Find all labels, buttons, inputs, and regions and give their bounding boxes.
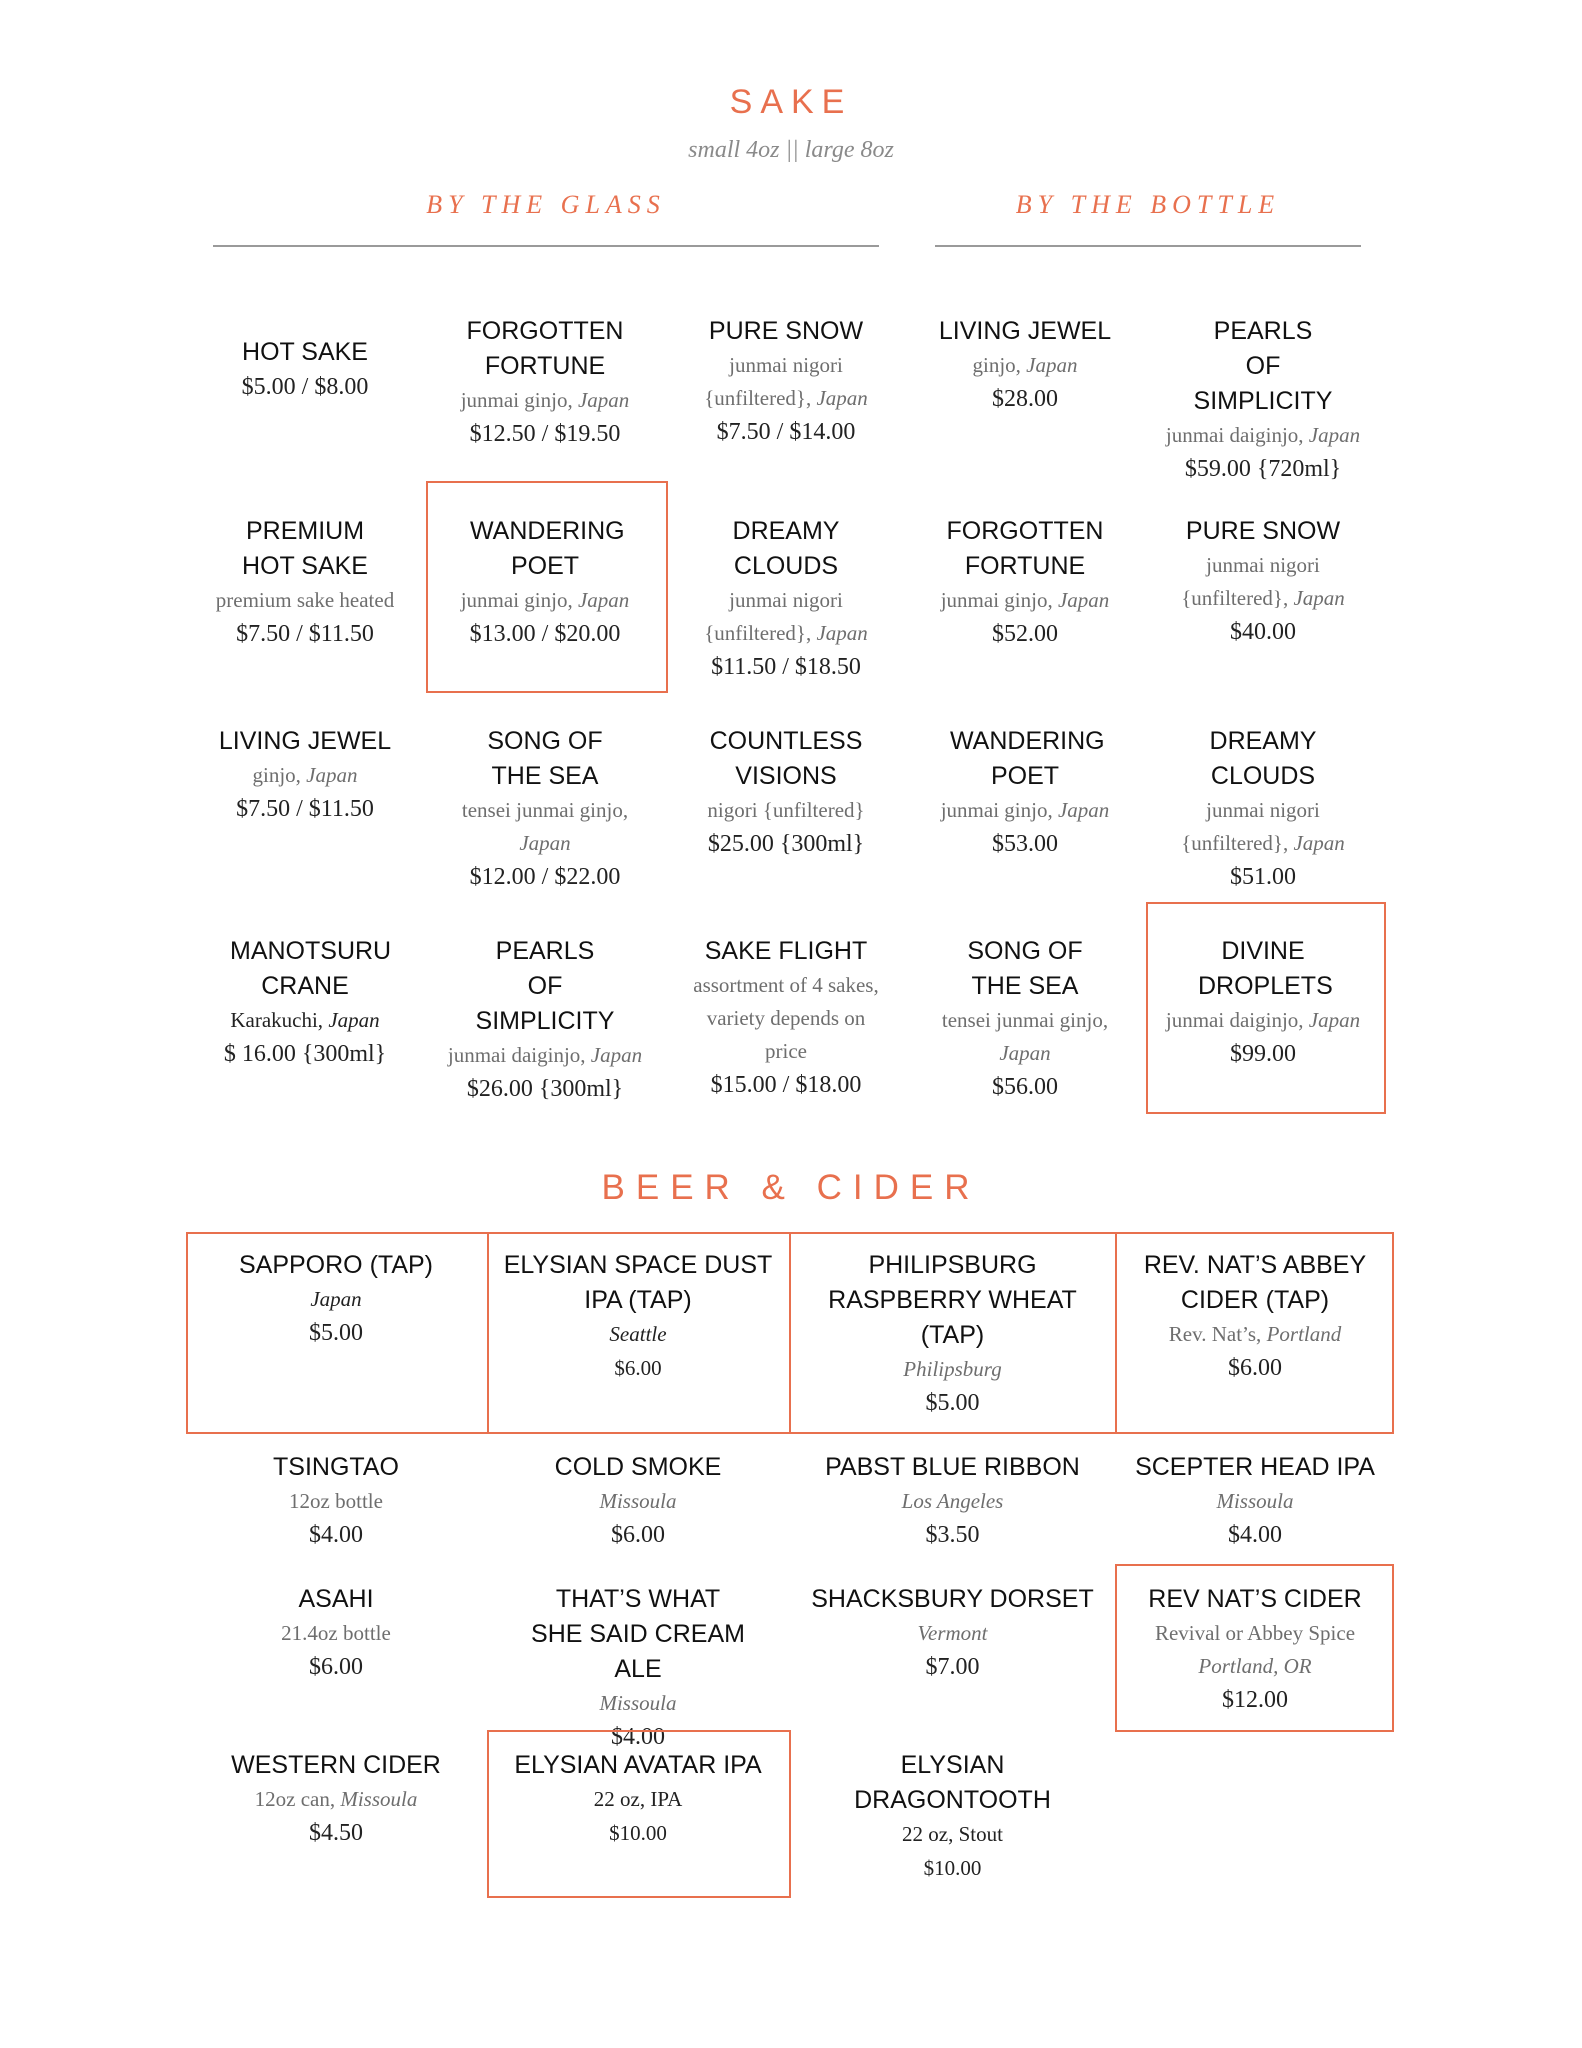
- item-name: PURE SNOW: [708, 317, 864, 345]
- item-desc: junmai ginjo, Japan: [460, 588, 630, 612]
- item-name: SONG OF THE SEA: [487, 727, 603, 790]
- item-desc: 21.4oz bottle: [281, 1621, 391, 1645]
- tap-box: [487, 1232, 791, 1434]
- beer-item: [186, 1436, 486, 1553]
- sake-item: [430, 710, 660, 895]
- item-desc: Los Angeles: [901, 1489, 1004, 1513]
- sake-title: SAKE: [729, 83, 853, 121]
- item-name: THAT’S WHAT SHE SAID CREAM ALE: [531, 1585, 745, 1683]
- item-name: FORGOTTEN FORTUNE: [946, 517, 1104, 580]
- item-desc: assortment of 4 sakes, variety depends on price: [693, 973, 879, 1063]
- item-price: $4.50: [309, 1820, 363, 1846]
- beer-item: [186, 1568, 486, 1685]
- item-price: $12.00 / $22.00: [469, 864, 621, 890]
- item-price: $7.00: [925, 1654, 980, 1680]
- item-desc: ginjo, Japan: [972, 353, 1078, 377]
- item-name: TSINGTAO: [273, 1453, 399, 1481]
- item-name: COLD SMOKE: [554, 1453, 722, 1481]
- item-price: $59.00 {720ml}: [1184, 456, 1342, 482]
- by-the-bottle-heading: BY THE BOTTLE: [1015, 190, 1281, 219]
- sake-item: [676, 920, 896, 1103]
- item-name: PABST BLUE RIBBON: [825, 1453, 1080, 1481]
- item-name: SONG OF THE SEA: [967, 937, 1083, 1000]
- beer-item: [488, 1436, 788, 1553]
- item-desc: ginjo, Japan: [252, 763, 358, 787]
- item-desc: nigori {unfiltered}: [707, 798, 865, 822]
- item-price: $7.50 / $14.00: [716, 419, 856, 445]
- item-price: $51.00: [1230, 864, 1296, 890]
- item-desc: junmai ginjo, Japan: [940, 588, 1110, 612]
- item-name: PURE SNOW: [1185, 517, 1341, 545]
- item-desc: junmai daiginjo, Japan: [447, 1043, 643, 1067]
- highlight-box: [1146, 902, 1386, 1114]
- item-price: $99.00: [1230, 1041, 1296, 1067]
- item-desc: junmai nigori {unfiltered}, Japan: [704, 588, 868, 645]
- sake-item: [920, 300, 1130, 417]
- item-name: PEARLS OF SIMPLICITY: [475, 937, 615, 1035]
- item-name: PEARLS OF SIMPLICITY: [1193, 317, 1333, 415]
- item-price: $5.00 / $8.00: [241, 374, 369, 400]
- item-desc: 22 oz, IPA: [593, 1787, 683, 1811]
- tap-box: [1115, 1232, 1394, 1434]
- beer-item: [488, 1568, 788, 1755]
- item-name: WANDERING POET: [470, 517, 625, 580]
- sake-item: [676, 300, 896, 450]
- item-price: $56.00: [992, 1074, 1058, 1100]
- item-desc: Missoula: [599, 1489, 677, 1513]
- highlight-box: [1115, 1564, 1394, 1732]
- item-desc: Vermont: [917, 1621, 988, 1645]
- item-name: SCEPTER HEAD IPA: [1135, 1453, 1375, 1481]
- beer-item: [1117, 1436, 1393, 1553]
- sake-item: [920, 500, 1130, 652]
- item-price: $6.00: [611, 1522, 665, 1548]
- item-name: LIVING JEWEL: [218, 727, 392, 755]
- beer-item: [790, 1568, 1115, 1685]
- item-desc: Japan: [310, 1287, 362, 1311]
- item-name: SAKE FLIGHT: [704, 937, 868, 965]
- item-price: $5.00: [925, 1390, 980, 1416]
- item-name: WANDERING POET: [950, 727, 1105, 790]
- item-price: $4.00: [1228, 1522, 1282, 1548]
- item-name: WESTERN CIDER: [231, 1751, 441, 1779]
- item-desc: junmai nigori {unfiltered}, Japan: [704, 353, 868, 410]
- item-price: $53.00: [992, 831, 1058, 857]
- sake-item: [1148, 500, 1378, 650]
- item-price: $5.00: [309, 1320, 363, 1346]
- tap-box: [186, 1232, 489, 1434]
- item-price: $3.50: [925, 1522, 980, 1548]
- item-desc: Karakuchi, Japan: [230, 1008, 380, 1032]
- item-desc: Seattle: [609, 1322, 667, 1346]
- item-desc: Missoula: [1216, 1489, 1294, 1513]
- item-desc: Rev. Nat’s, Portland: [1168, 1322, 1342, 1346]
- sake-item: [200, 920, 410, 1072]
- item-name: FORGOTTEN FORTUNE: [466, 317, 624, 380]
- item-name: LIVING JEWEL: [938, 317, 1112, 345]
- item-name: SHACKSBURY DORSET: [811, 1585, 1094, 1613]
- glass-divider: [213, 245, 879, 247]
- item-price: $26.00 {300ml}: [466, 1076, 624, 1102]
- sake-item: [430, 920, 660, 1107]
- bottle-divider: [935, 245, 1361, 247]
- item-price: $10.00: [923, 1856, 982, 1880]
- item-desc: Revival or Abbey Spice Portland, OR: [1154, 1621, 1356, 1678]
- item-name: ELYSIAN SPACE DUST IPA (TAP): [503, 1251, 773, 1314]
- item-desc: 12oz bottle: [289, 1489, 383, 1513]
- item-name: PREMIUM HOT SAKE: [242, 517, 368, 580]
- sake-item: [430, 300, 660, 452]
- item-desc: Missoula: [599, 1691, 677, 1715]
- item-name: PHILIPSBURG RASPBERRY WHEAT (TAP): [828, 1251, 1077, 1349]
- item-price: $7.50 / $11.50: [236, 796, 374, 822]
- sake-item: [920, 920, 1130, 1105]
- item-desc: 22 oz, Stout: [902, 1822, 1003, 1846]
- sake-item: [920, 710, 1130, 862]
- item-price: $6.00: [1228, 1355, 1282, 1381]
- item-name: DREAMY CLOUDS: [732, 517, 840, 580]
- item-price: $10.00: [609, 1821, 667, 1845]
- item-name: ASAHI: [298, 1585, 374, 1613]
- beer-item: [790, 1734, 1115, 1886]
- item-name: DIVINE DROPLETS: [1198, 937, 1333, 1000]
- item-price: $15.00 / $18.00: [710, 1072, 862, 1098]
- item-desc: junmai nigori {unfiltered}, Japan: [1181, 553, 1345, 610]
- sake-item: [676, 710, 896, 862]
- highlight-box: [487, 1730, 791, 1898]
- tap-box: [789, 1232, 1117, 1434]
- sake-item: [200, 500, 410, 652]
- item-name: ELYSIAN AVATAR IPA: [514, 1751, 762, 1779]
- item-name: REV. NAT’S ABBEY CIDER (TAP): [1143, 1251, 1367, 1314]
- item-price: $12.00: [1222, 1687, 1288, 1713]
- item-price: $28.00: [992, 386, 1058, 412]
- beer-item: [186, 1734, 486, 1851]
- item-name: DREAMY CLOUDS: [1209, 727, 1317, 790]
- item-name: ELYSIAN DRAGONTOOTH: [854, 1751, 1051, 1814]
- item-price: $6.00: [614, 1356, 662, 1380]
- item-name: SAPPORO (TAP): [238, 1251, 433, 1279]
- item-desc: tensei junmai ginjo, Japan: [941, 1008, 1109, 1065]
- item-desc: junmai ginjo, Japan: [460, 388, 630, 412]
- item-price: $12.50 / $19.50: [469, 421, 621, 447]
- item-price: $11.50 / $18.50: [711, 654, 861, 680]
- beer-cider-title: BEER & CIDER: [601, 1168, 981, 1207]
- item-name: MANOTSURU CRANE: [230, 937, 392, 1000]
- item-price: $13.00 / $20.00: [469, 621, 621, 647]
- item-price: $7.50 / $11.50: [236, 621, 374, 647]
- sake-item: [676, 500, 896, 685]
- item-price: $4.00: [611, 1724, 665, 1750]
- item-desc: Philipsburg: [903, 1357, 1002, 1381]
- item-name: REV NAT’S CIDER: [1148, 1585, 1362, 1613]
- beer-item: [790, 1436, 1115, 1553]
- sake-subtitle: small 4oz || large 8oz: [688, 137, 894, 163]
- item-price: $4.00: [309, 1522, 363, 1548]
- highlight-box: [426, 481, 668, 693]
- item-name: COUNTLESS VISIONS: [709, 727, 863, 790]
- item-desc: tensei junmai ginjo, Japan: [461, 798, 629, 855]
- sake-item: [200, 710, 410, 827]
- item-desc: premium sake heated: [215, 588, 395, 612]
- item-price: $25.00 {300ml}: [707, 831, 865, 857]
- item-desc: junmai nigori {unfiltered}, Japan: [1181, 798, 1345, 855]
- item-price: $6.00: [309, 1654, 363, 1680]
- sake-item: [1148, 710, 1378, 895]
- item-desc: junmai ginjo, Japan: [940, 798, 1110, 822]
- item-desc: junmai daiginjo, Japan: [1165, 1008, 1361, 1032]
- sake-item: [1148, 300, 1378, 487]
- by-the-glass-heading: BY THE GLASS: [426, 190, 666, 219]
- item-price: $40.00: [1230, 619, 1296, 645]
- item-desc: 12oz can, Missoula: [254, 1787, 418, 1811]
- sake-item: [200, 300, 410, 405]
- item-desc: junmai daiginjo, Japan: [1165, 423, 1361, 447]
- item-price: $52.00: [992, 621, 1058, 647]
- item-price: $ 16.00 {300ml}: [223, 1041, 387, 1067]
- item-name: HOT SAKE: [242, 338, 368, 366]
